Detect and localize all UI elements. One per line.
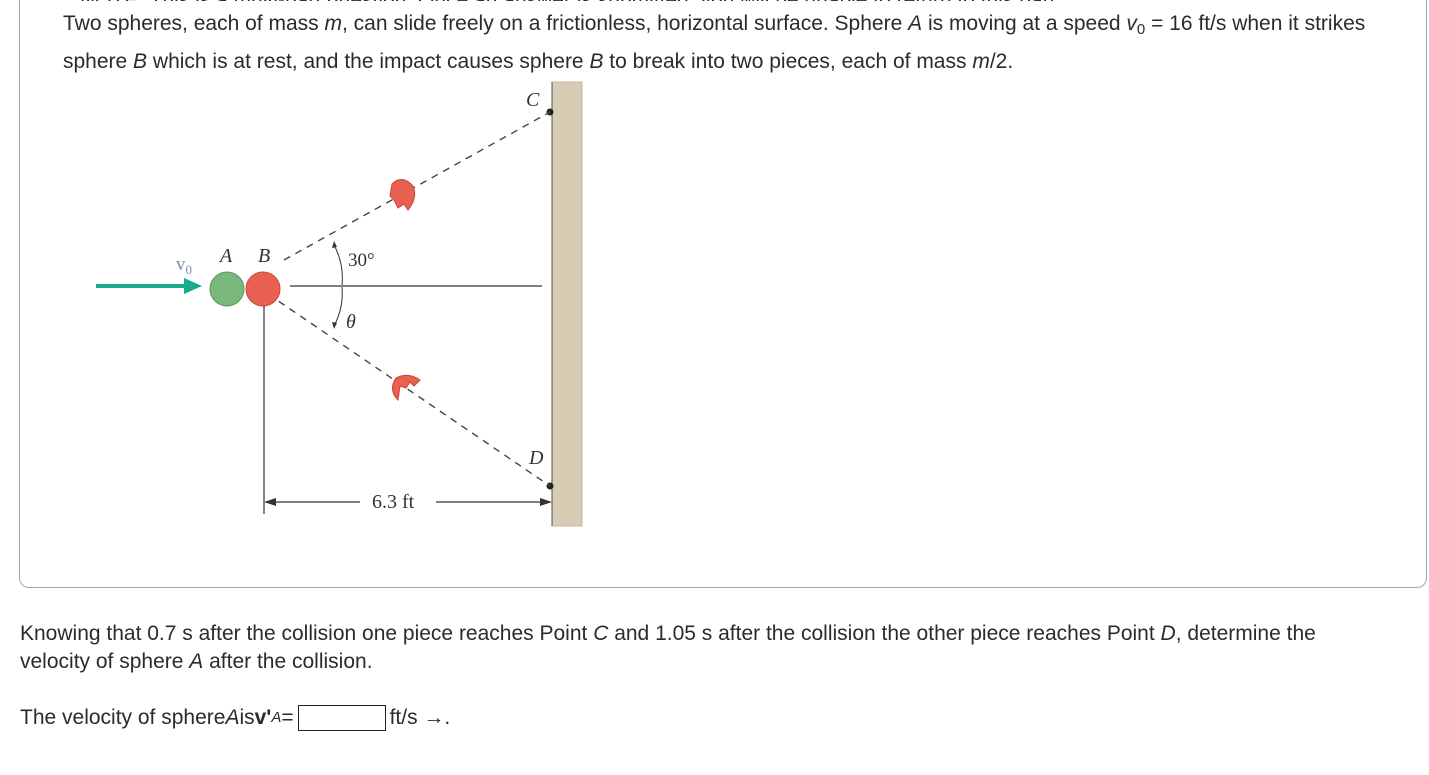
answer-equals: = (281, 706, 294, 729)
answer-prefix: The velocity of sphere (20, 706, 226, 729)
path-to-d (268, 294, 550, 486)
label-d: D (529, 447, 544, 469)
sphere-a (210, 272, 244, 306)
velocity-answer-input[interactable] (298, 705, 386, 731)
answer-unit: ft/s →. (389, 706, 451, 729)
label-v0: $v_0$ (176, 254, 192, 277)
collision-diagram (76, 70, 596, 540)
wall (552, 82, 582, 526)
answer-is: is (239, 706, 255, 729)
label-theta: θ (346, 311, 356, 333)
answer-variable: v' (254, 706, 272, 729)
fragment-lower (392, 375, 420, 400)
problem-statement: Two spheres, each of mass m, can slide freely on a frictionless, horizontal surface. Sphere A is moving at a speed $v_0 = 16$ ft/s when it strikes sphere B which is at rest, and the impact causes sphere B to break into two pieces, each of mass m/2. (63, 12, 1366, 73)
question-text: Knowing that 0.7 s after the collision one piece reaches Point C and 1.05 s after the collision the other piece reaches Point D, determine the velocity of sphere A after the collision. (20, 622, 1316, 673)
answer-variable-sub: A (271, 709, 282, 726)
label-a: A (220, 245, 233, 267)
answer-row (20, 704, 450, 732)
angle-arc-30 (334, 245, 342, 285)
answer-sphere-label: A (225, 706, 240, 729)
sphere-b (246, 272, 280, 306)
label-distance: 6.3 ft (372, 491, 415, 513)
label-angle-30: 30° (348, 250, 375, 271)
fragment-upper (390, 179, 415, 210)
angle-arc-theta (334, 287, 342, 326)
path-to-c (284, 112, 550, 260)
label-b: B (258, 245, 271, 267)
label-c: C (526, 89, 540, 111)
